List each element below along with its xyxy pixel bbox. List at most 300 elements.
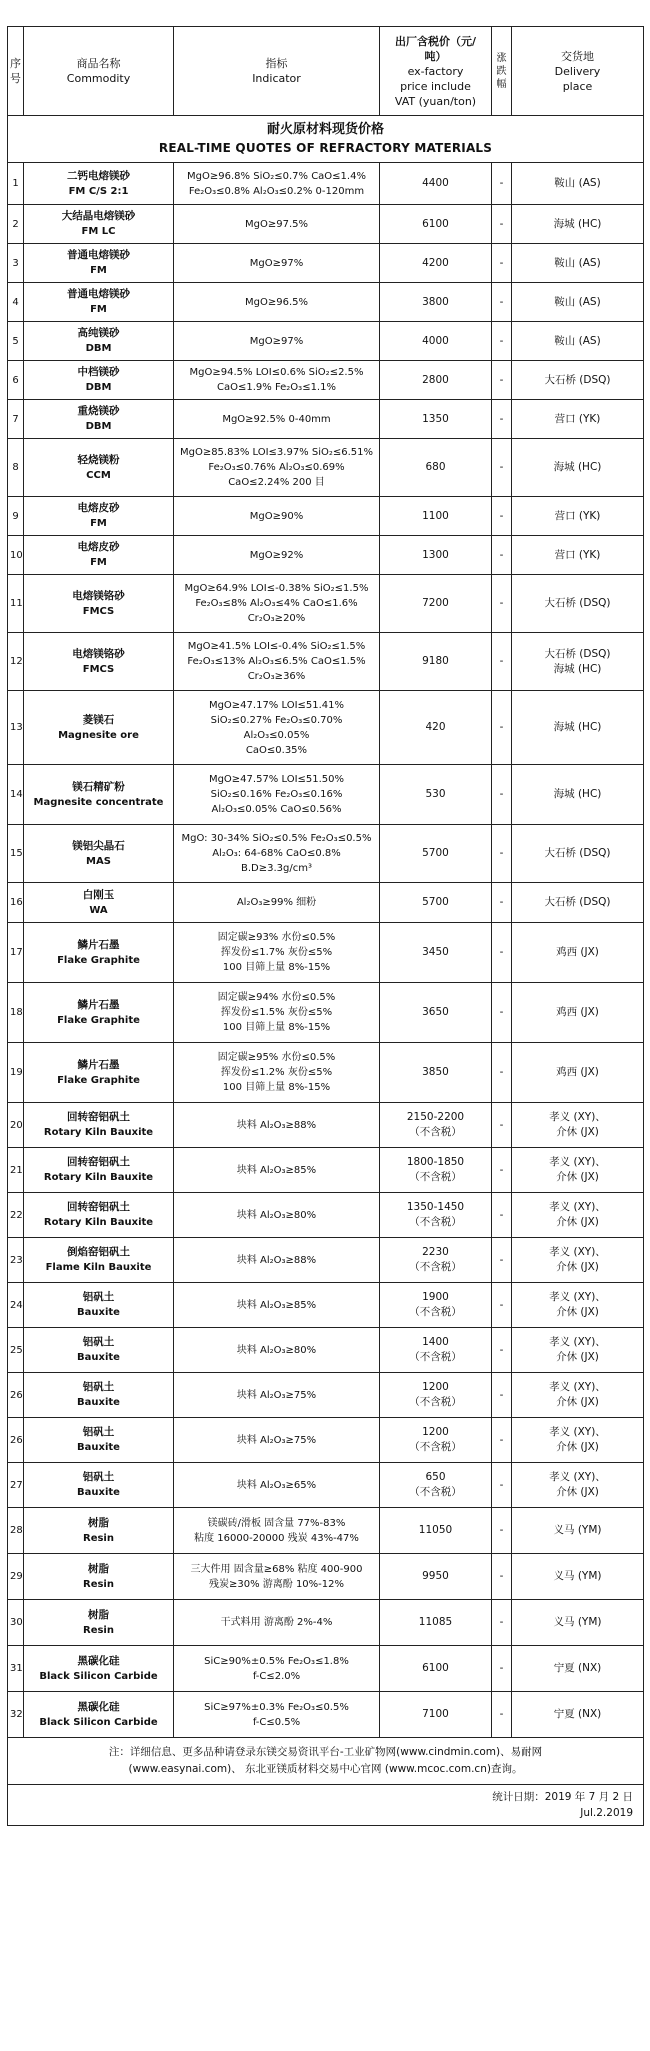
indicator-cell	[174, 497, 380, 536]
price-cell	[380, 983, 492, 1043]
table-row	[8, 1692, 644, 1738]
change-cell: -	[492, 1238, 512, 1283]
commodity-en: WA	[89, 904, 108, 916]
title-en: REAL-TIME QUOTES OF REFRACTORY MATERIALS	[158, 141, 493, 155]
commodity-en: Rotary Kiln Bauxite	[43, 1127, 154, 1138]
delivery-place: 孝义 (XY)、	[549, 1471, 606, 1483]
header-idx: 序号	[8, 27, 24, 116]
row-index: 13	[8, 691, 24, 765]
indicator-cell	[174, 825, 380, 883]
delivery-place: 孝义 (XY)、	[549, 1426, 606, 1438]
commodity-en: Black Silicon Carbide	[39, 1670, 158, 1682]
price-value: 6100	[422, 217, 449, 230]
row-index: 2	[8, 205, 24, 244]
table-row	[8, 163, 644, 205]
indicator-line: 块料 Al₂O₃≥75%	[236, 1434, 317, 1446]
indicator-line: Fe₂O₃≤0.76% Al₂O₃≤0.69%	[208, 462, 345, 473]
delivery-cell	[512, 1508, 644, 1554]
indicator-line: f-C≤0.5%	[252, 1716, 301, 1728]
commodity-en: FM LC	[81, 226, 116, 237]
change-cell: -	[492, 439, 512, 497]
indicator-line: MgO≥92.5% 0-40mm	[222, 413, 331, 425]
indicator-line: Cr₂O₃≥20%	[247, 613, 306, 624]
price-value: 3450	[422, 946, 449, 958]
commodity-cell	[24, 439, 174, 497]
indicator-cell	[174, 983, 380, 1043]
delivery-place: 鞍山 (AS)	[554, 177, 601, 189]
indicator-cell	[174, 244, 380, 283]
row-index: 7	[8, 400, 24, 439]
change-cell: -	[492, 1193, 512, 1238]
indicator-line: 固定碳≥94% 水份≤0.5%	[217, 992, 336, 1003]
indicator-line: MgO≥47.57% LOI≤51.50%	[208, 774, 345, 785]
row-index: 16	[8, 883, 24, 923]
change-cell: -	[492, 1373, 512, 1418]
delivery-cell	[512, 923, 644, 983]
price-value: 11085	[418, 1616, 453, 1628]
indicator-line: 100 目筛上量 8%-15%	[222, 1022, 331, 1033]
commodity-cn: 电熔镁铬砂	[72, 647, 125, 660]
price-value: 5700	[422, 896, 449, 908]
price-value: 1350-1450	[406, 1201, 465, 1213]
table-row	[8, 497, 644, 536]
price-cell	[380, 283, 492, 322]
table-row	[8, 575, 644, 633]
row-index: 14	[8, 765, 24, 825]
price-cell	[380, 439, 492, 497]
delivery-place: 鸡西 (JX)	[556, 946, 599, 958]
indicator-cell	[174, 322, 380, 361]
table-row	[8, 1193, 644, 1238]
commodity-cn: 中档镁砂	[77, 366, 120, 378]
price-value: 4200	[422, 256, 449, 269]
indicator-cell	[174, 883, 380, 923]
row-index: 23	[8, 1238, 24, 1283]
delivery-place: 鸡西 (JX)	[556, 1066, 599, 1078]
price-value: （不含税）	[409, 1351, 462, 1363]
indicator-cell	[174, 400, 380, 439]
price-value: 9180	[422, 655, 449, 667]
commodity-cn: 回转窑铝矾土	[67, 1111, 130, 1123]
price-cell	[380, 1508, 492, 1554]
table-row	[8, 322, 644, 361]
indicator-line: Al₂O₃≤0.05% CaO≤0.56%	[211, 804, 342, 815]
table-row	[8, 1554, 644, 1600]
indicator-line: Fe₂O₃≤8% Al₂O₃≤4% CaO≤1.6%	[195, 598, 358, 609]
indicator-line: B.D≥3.3g/cm³	[241, 863, 312, 874]
change-cell: -	[492, 1508, 512, 1554]
commodity-cn: 电熔皮砂	[77, 541, 120, 553]
price-cell	[380, 1238, 492, 1283]
indicator-line: Fe₂O₃≤13% Al₂O₃≤6.5% CaO≤1.5%	[187, 656, 366, 667]
commodity-en: Bauxite	[77, 1352, 120, 1363]
indicator-line: 挥发份≤1.7% 灰份≤5%	[220, 947, 333, 958]
indicator-cell	[174, 1043, 380, 1103]
indicator-line: MgO≥47.17% LOI≤51.41%	[208, 699, 345, 711]
price-value: 6100	[422, 1662, 449, 1674]
row-index: 19	[8, 1043, 24, 1103]
footnote: 注：详细信息、更多品种请登录东镁交易资讯平台-工业矿物网(www.cindmin.com)、易耐网 (www.easynai.com)、 东北亚镁质材料交易中心官网 (www.mcoc.com.cn)查询。	[8, 1738, 644, 1785]
delivery-place: 孝义 (XY)、	[549, 1111, 606, 1123]
change-cell: -	[492, 825, 512, 883]
indicator-line: 100 目筛上量 8%-15%	[222, 1082, 331, 1093]
delivery-place: 海城 (HC)	[553, 788, 602, 800]
indicator-line: 块料 Al₂O₃≥85%	[236, 1164, 317, 1176]
indicator-cell	[174, 439, 380, 497]
price-value: 4400	[422, 177, 449, 189]
commodity-cell	[24, 983, 174, 1043]
indicator-line: MgO≥41.5% LOI≤-0.4% SiO₂≤1.5%	[187, 641, 366, 652]
row-index: 31	[8, 1646, 24, 1692]
indicator-cell	[174, 361, 380, 400]
delivery-place: 介休 (JX)	[556, 1171, 599, 1183]
commodity-cell	[24, 1328, 174, 1373]
delivery-place: 大石桥 (DSQ)	[544, 896, 611, 908]
delivery-place: 孝义 (XY)、	[549, 1201, 606, 1213]
change-cell: -	[492, 1148, 512, 1193]
commodity-cell	[24, 765, 174, 825]
header-row	[8, 27, 644, 116]
indicator-cell	[174, 1692, 380, 1738]
indicator-line: MgO≥96.8% SiO₂≤0.7% CaO≤1.4%	[187, 170, 366, 182]
price-value: 1200	[422, 1426, 449, 1438]
table-row	[8, 923, 644, 983]
commodity-cn: 大结晶电熔镁砂	[61, 210, 136, 222]
commodity-cn: 树脂	[88, 1516, 109, 1529]
title-cn: 耐火原材料现货价格	[266, 122, 384, 137]
price-cell	[380, 1646, 492, 1692]
indicator-cell	[174, 163, 380, 205]
price-cell	[380, 765, 492, 825]
delivery-cell	[512, 244, 644, 283]
commodity-en: MAS	[86, 855, 111, 867]
table-row	[8, 691, 644, 765]
commodity-en: Flame Kiln Bauxite	[45, 1262, 152, 1273]
change-cell: -	[492, 1646, 512, 1692]
row-index: 15	[8, 825, 24, 883]
commodity-en: FMCS	[82, 605, 115, 617]
price-value: 2150-2200	[406, 1111, 465, 1123]
change-cell: -	[492, 322, 512, 361]
price-cell	[380, 691, 492, 765]
row-index: 5	[8, 322, 24, 361]
commodity-cell	[24, 1508, 174, 1554]
commodity-cn: 黑碳化硅	[77, 1700, 120, 1713]
commodity-en: DBM	[85, 343, 112, 354]
price-value: 1800-1850	[406, 1156, 465, 1168]
stat-date-cn: 统计日期：2019 年 7 月 2 日	[492, 1791, 633, 1803]
price-sheet	[7, 0, 643, 1826]
delivery-place: 营口 (YK)	[554, 548, 601, 561]
price-cell	[380, 825, 492, 883]
commodity-cell	[24, 322, 174, 361]
commodity-en: FMCS	[82, 663, 115, 675]
price-value: （不含税）	[409, 1216, 462, 1228]
commodity-cell	[24, 1692, 174, 1738]
delivery-cell	[512, 1554, 644, 1600]
commodity-cell	[24, 691, 174, 765]
price-cell	[380, 1328, 492, 1373]
delivery-place: 大石桥 (DSQ)	[544, 373, 611, 386]
commodity-cn: 树脂	[88, 1608, 109, 1621]
indicator-cell	[174, 1283, 380, 1328]
commodity-en: FM	[90, 304, 107, 315]
indicator-line: CaO≤0.35%	[245, 744, 308, 756]
delivery-cell	[512, 825, 644, 883]
price-value: （不含税）	[409, 1396, 462, 1408]
price-value: 2800	[422, 373, 449, 386]
change-cell: -	[492, 1692, 512, 1738]
commodity-cn: 镁石精矿粉	[72, 780, 125, 793]
commodity-cell	[24, 1283, 174, 1328]
indicator-line: 固定碳≥93% 水份≤0.5%	[217, 932, 336, 943]
commodity-cn: 回转窑铝矾土	[67, 1156, 130, 1168]
price-value: 530	[425, 788, 446, 800]
delivery-place: 介休 (JX)	[556, 1126, 599, 1138]
indicator-line: 固定碳≥95% 水份≤0.5%	[217, 1052, 336, 1063]
indicator-line: MgO≥97%	[249, 257, 304, 269]
commodity-en: Bauxite	[77, 1307, 120, 1318]
header-delivery: 交货地 Delivery place	[512, 27, 644, 116]
row-index: 12	[8, 633, 24, 691]
indicator-line: 块料 Al₂O₃≥88%	[236, 1119, 317, 1131]
commodity-cell	[24, 1600, 174, 1646]
delivery-cell	[512, 1692, 644, 1738]
commodity-cn: 普通电熔镁砂	[67, 249, 130, 261]
change-cell: -	[492, 1043, 512, 1103]
indicator-line: 块料 Al₂O₃≥80%	[236, 1344, 317, 1356]
row-index: 17	[8, 923, 24, 983]
commodity-cell	[24, 1463, 174, 1508]
delivery-place: 介休 (JX)	[556, 1486, 599, 1498]
row-index: 11	[8, 575, 24, 633]
commodity-cn: 回转窑铝矾土	[67, 1201, 130, 1213]
indicator-cell	[174, 1373, 380, 1418]
delivery-place: 介休 (JX)	[556, 1441, 599, 1453]
commodity-cell	[24, 1238, 174, 1283]
commodity-cell	[24, 1418, 174, 1463]
delivery-cell	[512, 765, 644, 825]
table-row	[8, 1600, 644, 1646]
header-indicator: 指标 Indicator	[174, 27, 380, 116]
price-value: （不含税）	[409, 1441, 462, 1453]
row-index: 4	[8, 283, 24, 322]
price-cell	[380, 1103, 492, 1148]
price-cell	[380, 1193, 492, 1238]
delivery-cell	[512, 322, 644, 361]
price-value: （不含税）	[409, 1171, 462, 1183]
row-index: 27	[8, 1463, 24, 1508]
indicator-line: MgO: 30-34% SiO₂≤0.5% Fe₂O₃≤0.5%	[181, 833, 372, 844]
indicator-line: 挥发份≤1.2% 灰份≤5%	[220, 1067, 333, 1078]
price-cell	[380, 400, 492, 439]
table-row	[8, 883, 644, 923]
table-row	[8, 536, 644, 575]
commodity-cn: 重烧镁砂	[77, 405, 120, 417]
commodity-cell	[24, 575, 174, 633]
header-price: 出厂含税价（元/ 吨） ex-factory price include VAT (yuan/ton)	[380, 27, 492, 116]
price-cell	[380, 205, 492, 244]
price-value: 1200	[422, 1381, 449, 1393]
price-cell	[380, 1373, 492, 1418]
indicator-line: MgO≥97%	[249, 335, 304, 347]
change-cell: -	[492, 1554, 512, 1600]
change-cell: -	[492, 1418, 512, 1463]
stat-date	[8, 1785, 644, 1826]
commodity-cn: 铝矾土	[82, 1471, 115, 1483]
commodity-en: FM	[90, 557, 107, 568]
indicator-line: MgO≥90%	[249, 510, 304, 522]
price-cell	[380, 322, 492, 361]
delivery-place: 大石桥 (DSQ)	[544, 847, 611, 859]
change-cell: -	[492, 1283, 512, 1328]
indicator-cell	[174, 765, 380, 825]
commodity-en: Resin	[83, 1578, 114, 1590]
delivery-place: 营口 (YK)	[554, 509, 601, 522]
price-value: （不含税）	[409, 1126, 462, 1138]
indicator-cell	[174, 283, 380, 322]
delivery-place: 鞍山 (AS)	[554, 334, 601, 347]
table-row	[8, 1238, 644, 1283]
commodity-cell	[24, 633, 174, 691]
delivery-cell	[512, 1148, 644, 1193]
indicator-cell	[174, 1103, 380, 1148]
delivery-cell	[512, 883, 644, 923]
delivery-cell	[512, 439, 644, 497]
change-cell: -	[492, 1600, 512, 1646]
indicator-line: SiO₂≤0.27% Fe₂O₃≤0.70%	[210, 714, 343, 726]
delivery-cell	[512, 283, 644, 322]
commodity-cell	[24, 883, 174, 923]
commodity-en: Bauxite	[77, 1442, 120, 1453]
indicator-line: MgO≥92%	[249, 549, 304, 561]
commodity-cell	[24, 283, 174, 322]
indicator-cell	[174, 1508, 380, 1554]
delivery-place: 宁夏 (NX)	[553, 1662, 602, 1674]
price-value: 3850	[422, 1066, 449, 1078]
header-commodity: 商品名称 Commodity	[24, 27, 174, 116]
indicator-line: 块料 Al₂O₃≥80%	[236, 1209, 317, 1221]
table-row	[8, 983, 644, 1043]
indicator-line: MgO≥96.5%	[245, 296, 308, 308]
delivery-place: 孝义 (XY)、	[549, 1246, 606, 1258]
row-index: 3	[8, 244, 24, 283]
indicator-line: SiO₂≤0.16% Fe₂O₃≤0.16%	[210, 789, 343, 800]
commodity-en: CCM	[86, 469, 111, 481]
indicator-line: CaO≤1.9% Fe₂O₃≤1.1%	[217, 382, 336, 393]
commodity-en: Magnesite concentrate	[33, 796, 164, 808]
delivery-cell	[512, 1103, 644, 1148]
table-row	[8, 400, 644, 439]
commodity-cell	[24, 400, 174, 439]
delivery-cell	[512, 163, 644, 205]
commodity-cn: 铝矾土	[82, 1291, 115, 1303]
delivery-place: 孝义 (XY)、	[549, 1381, 606, 1393]
table-row	[8, 1283, 644, 1328]
price-value: 650	[425, 1471, 446, 1483]
commodity-cell	[24, 825, 174, 883]
delivery-place: 营口 (YK)	[554, 412, 601, 425]
commodity-en: Bauxite	[77, 1397, 120, 1408]
indicator-line: MgO≥97.5%	[245, 218, 308, 230]
indicator-line: 残炭≥30% 游离酚 10%-12%	[208, 1578, 345, 1590]
delivery-place: 鞍山 (AS)	[554, 256, 601, 269]
price-value: 9950	[422, 1570, 449, 1582]
commodity-cn: 高纯镁砂	[77, 327, 120, 339]
indicator-line: 块料 Al₂O₃≥88%	[236, 1254, 317, 1266]
table-row	[8, 633, 644, 691]
delivery-place: 介休 (JX)	[556, 1396, 599, 1408]
indicator-cell	[174, 575, 380, 633]
delivery-place: 介休 (JX)	[556, 1216, 599, 1228]
commodity-cn: 鳞片石墨	[77, 1058, 120, 1071]
indicator-line: 100 目筛上量 8%-15%	[222, 962, 331, 973]
row-index: 6	[8, 361, 24, 400]
price-cell	[380, 361, 492, 400]
delivery-place: 宁夏 (NX)	[553, 1708, 602, 1720]
change-cell: -	[492, 691, 512, 765]
indicator-line: SiC≥97%±0.3% Fe₂O₃≤0.5%	[204, 1701, 349, 1713]
indicator-line: Al₂O₃≥99% 细粉	[236, 897, 317, 908]
header-change: 涨跌幅	[492, 27, 512, 116]
indicator-line: 块料 Al₂O₃≥75%	[236, 1389, 317, 1401]
delivery-cell	[512, 400, 644, 439]
price-value: 1400	[422, 1336, 449, 1348]
delivery-place: 孝义 (XY)、	[549, 1291, 606, 1303]
price-value: 4000	[422, 334, 449, 347]
table-title	[8, 116, 644, 163]
price-value: （不含税）	[409, 1486, 462, 1498]
row-index: 26	[8, 1373, 24, 1418]
change-cell: -	[492, 163, 512, 205]
price-value: 5700	[422, 847, 449, 859]
price-table	[7, 26, 644, 1826]
price-cell	[380, 497, 492, 536]
table-rows	[8, 163, 644, 1738]
delivery-cell	[512, 1373, 644, 1418]
price-value: 1900	[422, 1291, 449, 1303]
indicator-line: CaO≤2.24% 200 目	[228, 477, 325, 488]
indicator-cell	[174, 205, 380, 244]
price-cell	[380, 163, 492, 205]
delivery-place: 海城 (HC)	[553, 662, 602, 675]
table-row	[8, 1328, 644, 1373]
price-cell	[380, 1148, 492, 1193]
commodity-en: FM C/S 2:1	[68, 185, 129, 197]
commodity-cell	[24, 1043, 174, 1103]
table-row	[8, 439, 644, 497]
indicator-line: Fe₂O₃≤0.8% Al₂O₃≤0.2% 0-120mm	[188, 185, 365, 197]
indicator-line: MgO≥94.5% LOI≤0.6% SiO₂≤2.5%	[189, 367, 364, 378]
commodity-cn: 树脂	[88, 1562, 109, 1575]
commodity-en: FM	[90, 518, 107, 529]
price-value: （不含税）	[409, 1261, 462, 1273]
change-cell: -	[492, 283, 512, 322]
indicator-line: f-C≤2.0%	[252, 1670, 301, 1682]
delivery-place: 义马 (YM)	[553, 1524, 602, 1536]
table-row	[8, 1646, 644, 1692]
indicator-line: MgO≥85.83% LOI≤3.97% SiO₂≤6.51%	[179, 447, 374, 458]
indicator-line: SiC≥90%±0.5% Fe₂O₃≤1.8%	[204, 1655, 349, 1667]
indicator-cell	[174, 1418, 380, 1463]
indicator-line: 镁碳砖/滑板 固含量 77%-83%	[207, 1517, 346, 1529]
change-cell: -	[492, 497, 512, 536]
row-index: 32	[8, 1692, 24, 1738]
table-row	[8, 1373, 644, 1418]
delivery-cell	[512, 575, 644, 633]
price-value: 680	[425, 461, 446, 473]
price-cell	[380, 1283, 492, 1328]
